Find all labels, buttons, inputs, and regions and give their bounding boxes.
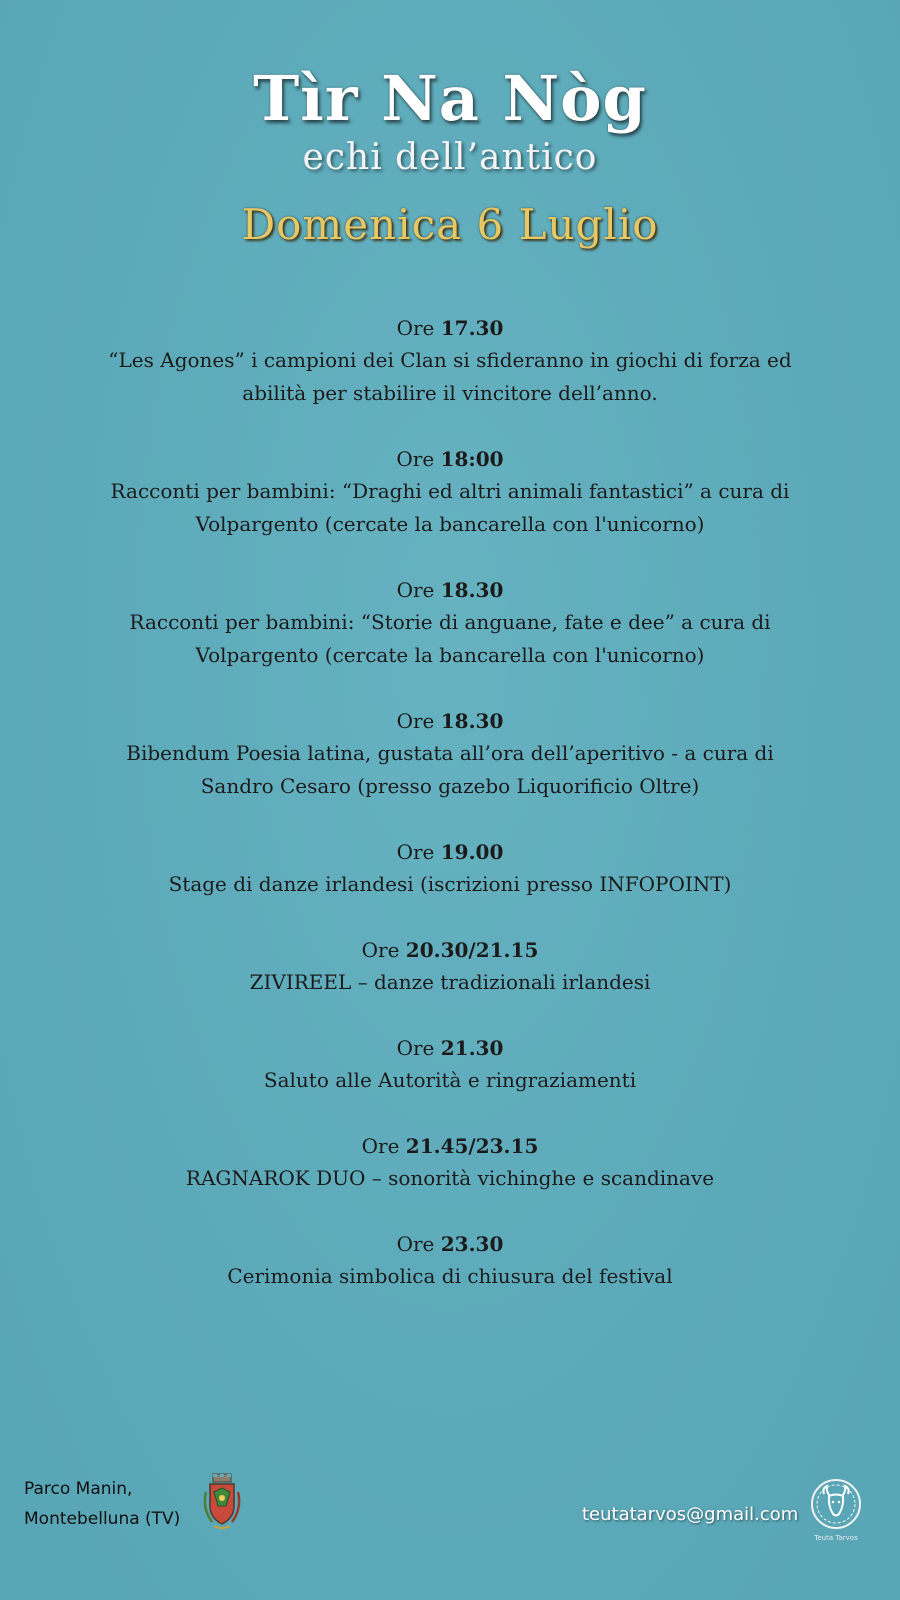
- event-description-line: “Les Agones” i campioni dei Clan si sfideranno in giochi di forza ed: [108, 348, 792, 372]
- event-date: Domenica 6 Luglio: [241, 200, 659, 249]
- event-time-prefix: Ore: [361, 938, 406, 962]
- event-time: [40, 312, 860, 344]
- event-time-value: 17.30: [440, 316, 504, 340]
- event-time-value: 20.30/21.15: [405, 938, 539, 962]
- event-time-prefix: Ore: [396, 578, 441, 602]
- event-description-line: RAGNAROK DUO – sonorità vichinghe e scandinave: [185, 1166, 715, 1190]
- festival-subtitle: echi dell’antico: [302, 137, 598, 178]
- event-time-value: 23.30: [440, 1232, 504, 1256]
- event-description-line: abilità per stabilire il vincitore dell’anno.: [242, 381, 658, 405]
- event-time-prefix: Ore: [396, 840, 441, 864]
- program-event: [40, 1130, 860, 1195]
- event-time-prefix: Ore: [396, 1036, 441, 1060]
- event-time: [40, 1032, 860, 1064]
- event-time-value: 18.30: [440, 709, 504, 733]
- municipal-crest-icon: [198, 1472, 246, 1532]
- event-time: [40, 934, 860, 966]
- event-description-line: Stage di danze irlandesi (iscrizioni presso INFOPOINT): [168, 872, 732, 896]
- poster-header: [0, 62, 900, 252]
- event-time-prefix: Ore: [396, 709, 441, 733]
- event-time: [40, 1228, 860, 1260]
- event-description-line: Bibendum Poesia latina, gustata all’ora dell’aperitivo - a cura di: [126, 741, 774, 765]
- event-time-value: 18.30: [440, 578, 504, 602]
- venue-location: [24, 1474, 180, 1534]
- event-time-value: 21.30: [440, 1036, 504, 1060]
- event-description-line: Volpargento (cercate la bancarella con l'unicorno): [195, 512, 705, 536]
- program-event: [40, 705, 860, 803]
- event-description-line: ZIVIREEL – danze tradizionali irlandesi: [249, 970, 651, 994]
- program-event: [40, 574, 860, 672]
- festival-title: Tìr Na Nòg: [253, 62, 647, 135]
- event-time-prefix: Ore: [396, 1232, 441, 1256]
- venue-city: Montebelluna (TV): [24, 1509, 181, 1529]
- program-event: [40, 836, 860, 901]
- event-time-prefix: Ore: [396, 316, 441, 340]
- program-list: [40, 312, 860, 1293]
- event-description-line: Racconti per bambini: “Storie di anguane, fate e dee” a cura di: [129, 610, 771, 634]
- program-event: [40, 443, 860, 541]
- event-description-line: Saluto alle Autorità e ringraziamenti: [263, 1068, 637, 1092]
- event-time: [40, 574, 860, 606]
- logo-caption: Teuta Tarvos: [814, 1534, 858, 1542]
- event-time-value: 21.45/23.15: [405, 1134, 539, 1158]
- event-description-line: Racconti per bambini: “Draghi ed altri animali fantastici” a cura di: [110, 479, 790, 503]
- event-time: [40, 443, 860, 475]
- event-description-line: Volpargento (cercate la bancarella con l'unicorno): [195, 643, 705, 667]
- venue-name: Parco Manin,: [24, 1479, 133, 1499]
- event-time-prefix: Ore: [396, 447, 441, 471]
- program-event: [40, 1032, 860, 1097]
- event-time: [40, 836, 860, 868]
- event-time: [40, 1130, 860, 1162]
- event-description-line: Cerimonia simbolica di chiusura del festival: [227, 1264, 673, 1288]
- program-event: [40, 312, 860, 410]
- event-time: [40, 705, 860, 737]
- event-time-prefix: Ore: [361, 1134, 406, 1158]
- event-time-value: 18:00: [440, 447, 504, 471]
- program-event: [40, 934, 860, 999]
- event-description-line: Sandro Cesaro (presso gazebo Liquorificio Oltre): [200, 774, 700, 798]
- contact-email[interactable]: teutatarvos@gmail.com: [582, 1504, 799, 1525]
- program-event: [40, 1228, 860, 1293]
- event-time-value: 19.00: [440, 840, 504, 864]
